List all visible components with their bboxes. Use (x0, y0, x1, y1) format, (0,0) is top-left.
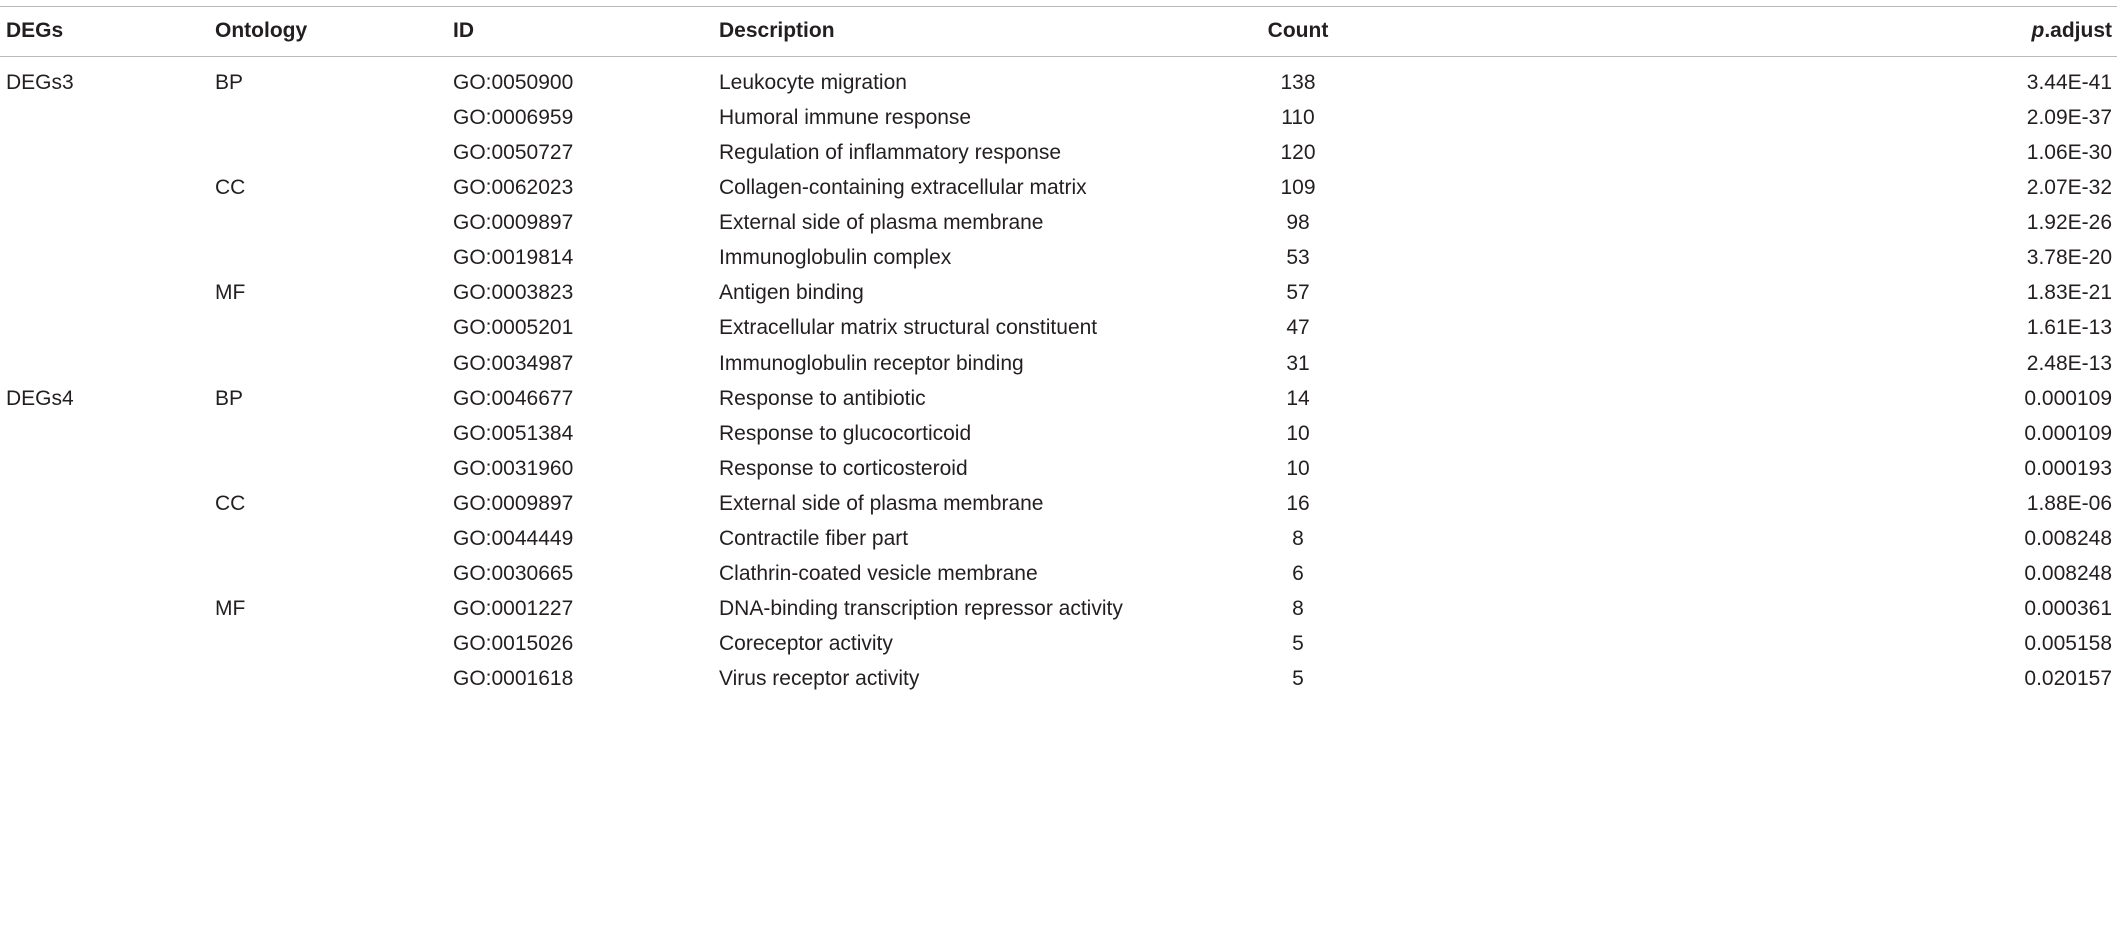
cell-count: 57 (1286, 281, 1310, 305)
cell-padjust: 1.92E-26 (2026, 211, 2112, 235)
cell-description: Antigen binding (719, 281, 864, 305)
cell-description: External side of plasma membrane (719, 211, 1044, 235)
cell-go-id: GO:0044449 (453, 526, 574, 550)
cell-count: 6 (1292, 561, 1304, 585)
cell-description: Extracellular matrix structural constituent (719, 316, 1098, 340)
cell-go-id: GO:0001227 (453, 597, 574, 621)
cell-count: 31 (1286, 351, 1310, 375)
cell-ontology: MF (215, 281, 246, 305)
table-row (0, 486, 2117, 521)
cell-padjust: 3.44E-41 (2026, 71, 2112, 94)
cell-padjust: 3.78E-20 (2026, 246, 2112, 270)
cell-degs: DEGs3 (6, 71, 74, 94)
table-header-row (0, 12, 2117, 50)
table-row (0, 135, 2117, 170)
table-row (0, 65, 2117, 100)
cell-go-id: GO:0019814 (453, 246, 574, 270)
top-rule (0, 6, 2117, 7)
cell-padjust: 1.83E-21 (2026, 281, 2112, 305)
table-row (0, 451, 2117, 486)
header-id: ID (453, 19, 474, 42)
cell-ontology: CC (215, 491, 246, 515)
cell-description: External side of plasma membrane (719, 491, 1044, 515)
cell-padjust: 1.06E-30 (2026, 141, 2112, 165)
cell-padjust: 0.000109 (2024, 386, 2112, 410)
cell-go-id: GO:0050727 (453, 141, 574, 165)
cell-description: Coreceptor activity (719, 632, 893, 656)
table-row (0, 346, 2117, 381)
cell-padjust: 0.000109 (2024, 421, 2112, 445)
cell-count: 109 (1280, 176, 1316, 200)
cell-count: 138 (1280, 71, 1316, 94)
cell-description: Regulation of inflammatory response (719, 141, 1062, 165)
header-padjust-italic: p (2031, 19, 2045, 42)
table-row (0, 170, 2117, 205)
table-row (0, 591, 2117, 626)
cell-padjust: 2.07E-32 (2026, 176, 2112, 200)
cell-description: Clathrin-coated vesicle membrane (719, 561, 1038, 585)
cell-go-id: GO:0062023 (453, 176, 574, 200)
cell-padjust: 1.88E-06 (2026, 491, 2112, 515)
cell-count: 53 (1286, 246, 1310, 270)
table-row (0, 521, 2117, 556)
cell-go-id: GO:0003823 (453, 281, 574, 305)
cell-go-id: GO:0006959 (453, 106, 574, 130)
cell-count: 5 (1292, 667, 1304, 691)
cell-degs: DEGs4 (6, 386, 74, 410)
cell-description: Response to antibiotic (719, 386, 926, 410)
cell-count: 110 (1281, 106, 1315, 130)
cell-description: Leukocyte migration (719, 71, 907, 94)
table-row (0, 626, 2117, 661)
table-row (0, 205, 2117, 240)
cell-count: 120 (1280, 141, 1316, 165)
cell-go-id: GO:0050900 (453, 71, 574, 94)
cell-go-id: GO:0030665 (453, 561, 574, 585)
table-row (0, 416, 2117, 451)
cell-count: 47 (1286, 316, 1310, 340)
cell-ontology: MF (215, 597, 246, 621)
cell-ontology: BP (215, 71, 244, 94)
table-row (0, 275, 2117, 310)
cell-go-id: GO:0046677 (453, 386, 574, 410)
header-padjust-rest: .adjust (2044, 19, 2112, 42)
header-degs: DEGs (6, 19, 64, 42)
cell-description: DNA-binding transcription repressor activity (719, 597, 1123, 621)
table-row (0, 240, 2117, 275)
cell-go-id: GO:0031960 (453, 456, 574, 480)
cell-ontology: CC (215, 176, 246, 200)
cell-count: 10 (1286, 456, 1310, 480)
cell-count: 5 (1292, 632, 1304, 656)
cell-padjust: 2.09E-37 (2026, 106, 2112, 130)
header-description: Description (719, 19, 835, 42)
cell-padjust: 0.008248 (2024, 526, 2112, 550)
cell-description: Humoral immune response (719, 106, 972, 130)
cell-count: 8 (1292, 597, 1304, 621)
cell-go-id: GO:0009897 (453, 491, 574, 515)
cell-padjust: 1.61E-13 (2026, 316, 2112, 340)
cell-go-id: GO:0001618 (453, 667, 574, 691)
table-row (0, 661, 2117, 696)
cell-count: 14 (1286, 386, 1310, 410)
cell-description: Response to corticosteroid (719, 456, 968, 480)
cell-go-id: GO:0051384 (453, 421, 574, 445)
cell-padjust: 0.000361 (2024, 597, 2112, 621)
cell-count: 16 (1286, 491, 1310, 515)
cell-ontology: BP (215, 386, 244, 410)
cell-count: 8 (1292, 526, 1304, 550)
header-ontology: Ontology (215, 19, 308, 42)
header-padjust (2031, 12, 2112, 50)
cell-padjust: 0.008248 (2024, 561, 2112, 585)
cell-description: Virus receptor activity (719, 667, 920, 691)
header-rule (0, 56, 2117, 57)
cell-description: Immunoglobulin receptor binding (719, 351, 1024, 375)
cell-padjust: 0.005158 (2024, 632, 2112, 656)
cell-description: Immunoglobulin complex (719, 246, 952, 270)
table-row (0, 100, 2117, 135)
cell-go-id: GO:0015026 (453, 632, 574, 656)
cell-count: 98 (1286, 211, 1310, 235)
cell-padjust: 0.000193 (2024, 456, 2112, 480)
cell-description: Contractile fiber part (719, 526, 909, 550)
table-row (0, 310, 2117, 345)
table-row (0, 381, 2117, 416)
cell-go-id: GO:0034987 (453, 351, 574, 375)
header-count: Count (1267, 19, 1329, 42)
cell-go-id: GO:0005201 (453, 316, 574, 340)
cell-go-id: GO:0009897 (453, 211, 574, 235)
cell-padjust: 0.020157 (2024, 667, 2112, 691)
cell-count: 10 (1286, 421, 1310, 445)
cell-description: Response to glucocorticoid (719, 421, 972, 445)
table-row (0, 556, 2117, 591)
cell-padjust: 2.48E-13 (2026, 351, 2112, 375)
cell-description: Collagen-containing extracellular matrix (719, 176, 1087, 200)
